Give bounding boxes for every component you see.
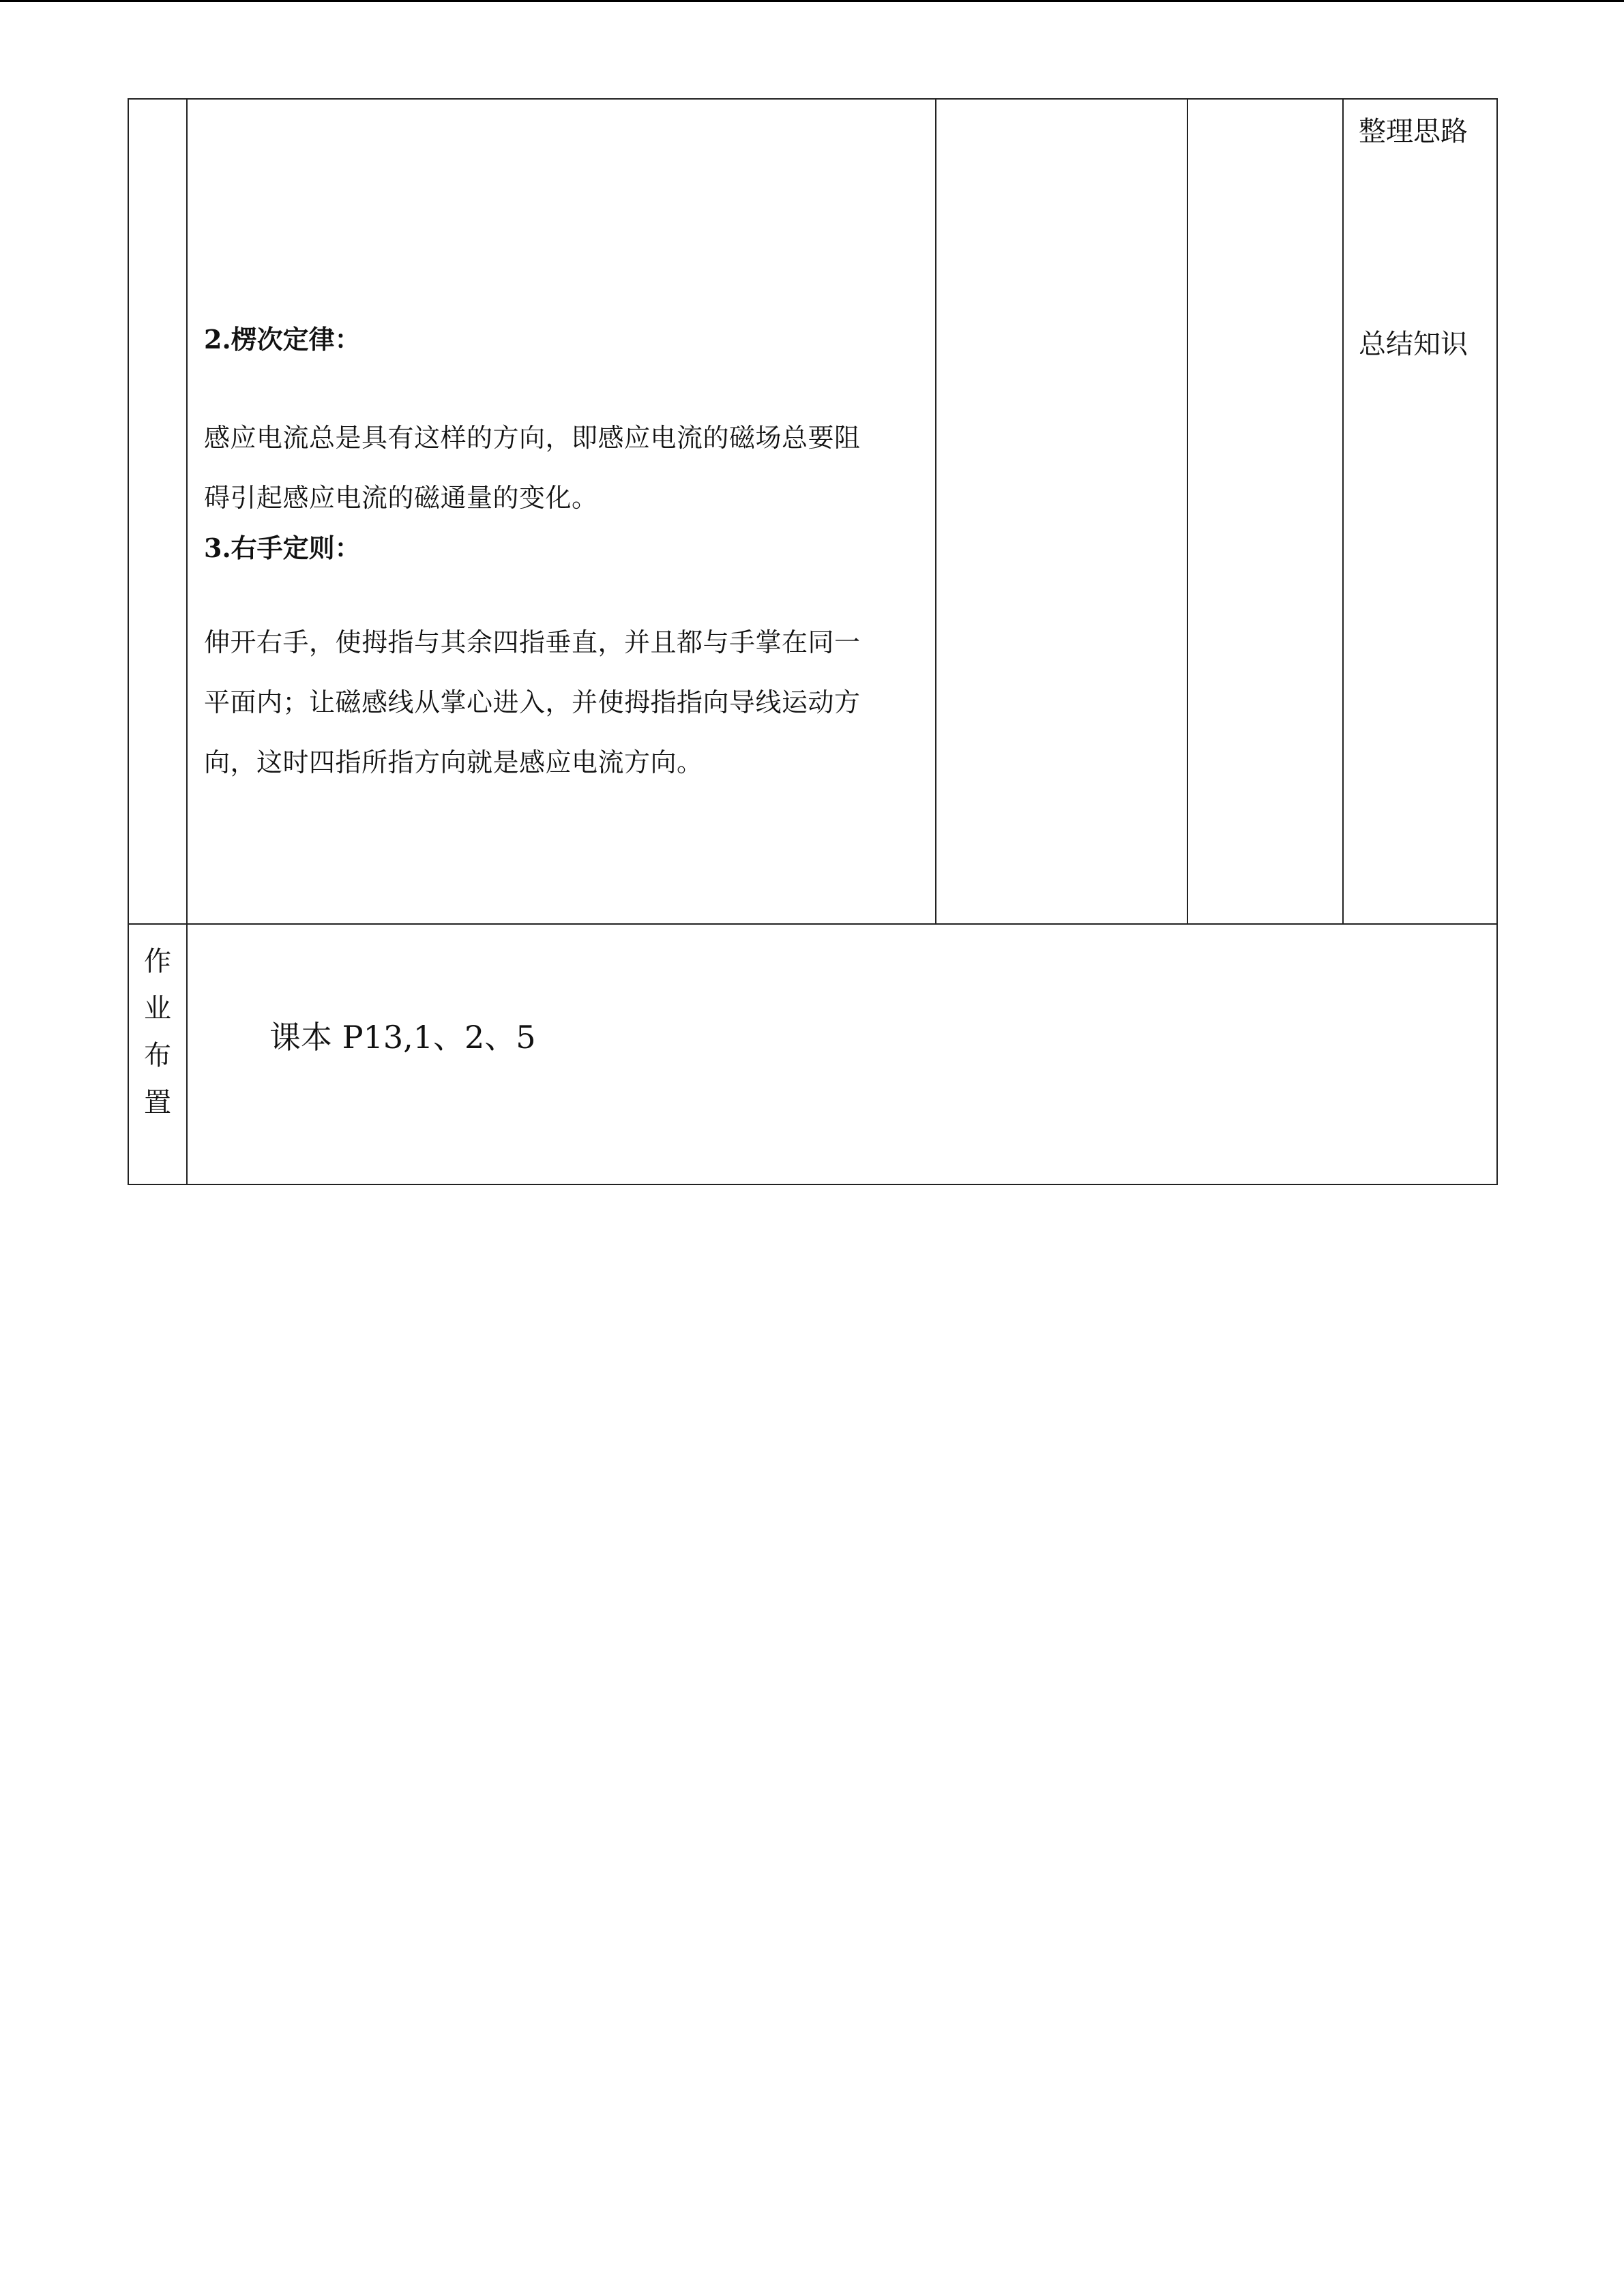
homework-content-cell bbox=[187, 924, 1497, 1184]
section3-heading: 3.右手定则： bbox=[204, 533, 361, 563]
design-intent-cell bbox=[1343, 99, 1497, 924]
teacher-activity-cell bbox=[936, 99, 1187, 924]
content-cell bbox=[187, 99, 936, 924]
note-organize-thinking: 整理思路 bbox=[1359, 116, 1468, 147]
note-summarize-knowledge: 总结知识 bbox=[1359, 329, 1468, 360]
label-cell-empty bbox=[128, 99, 187, 924]
section2-text-line1: 感应电流总是具有这样的方向，即感应电流的磁场总要阻 bbox=[204, 423, 861, 453]
section3-text bbox=[204, 612, 917, 792]
section2-heading: 2.楞次定律： bbox=[204, 324, 361, 355]
homework-label-char: 布 bbox=[144, 1040, 171, 1071]
homework-label-char: 作 bbox=[144, 946, 171, 977]
table-row-homework bbox=[128, 924, 1497, 1184]
homework-label-char: 业 bbox=[144, 993, 171, 1024]
section2-text bbox=[204, 408, 917, 528]
table-row-content bbox=[128, 99, 1497, 924]
lesson-plan-table bbox=[128, 98, 1498, 1185]
homework-text: 课本 P13,1、2、5 bbox=[269, 1019, 536, 1056]
homework-label-cell bbox=[128, 924, 187, 1184]
homework-label-char: 置 bbox=[144, 1087, 171, 1118]
student-activity-cell bbox=[1187, 99, 1343, 924]
section3-text-line1: 伸开右手，使拇指与其余四指垂直，并且都与手掌在同一 bbox=[204, 627, 861, 657]
section2-text-line2: 碍引起感应电流的磁通量的变化。 bbox=[204, 483, 598, 513]
section3-text-line3: 向，这时四指所指方向就是感应电流方向。 bbox=[204, 747, 703, 777]
section3-text-line2: 平面内；让磁感线从掌心进入，并使拇指指向导线运动方 bbox=[204, 687, 861, 717]
